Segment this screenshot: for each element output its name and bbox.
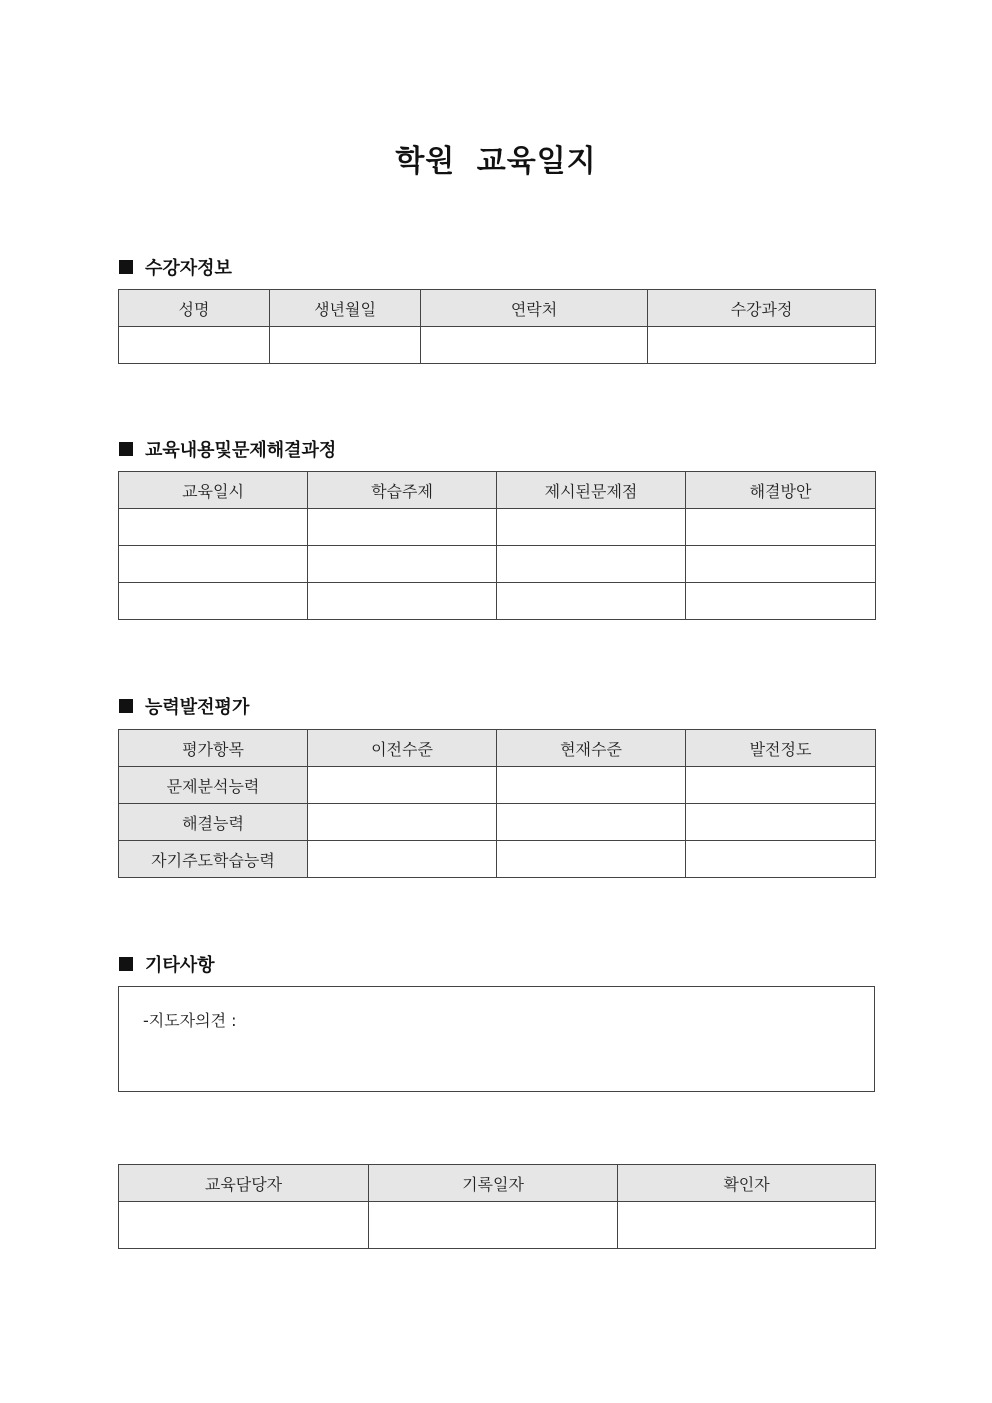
table-cell[interactable] (308, 804, 497, 841)
table-cell[interactable] (686, 841, 876, 878)
header-birthdate: 생년월일 (270, 290, 421, 327)
section-heading-ability-evaluation (119, 693, 249, 719)
student-info-table (118, 289, 876, 364)
section-title: 교육내용및문제해결과정 (145, 440, 337, 461)
record-date-cell[interactable] (369, 1202, 618, 1249)
table-header-row (119, 290, 876, 327)
education-manager-cell[interactable] (119, 1202, 369, 1249)
course-cell[interactable] (648, 327, 876, 364)
section-title: 기타사항 (145, 955, 215, 976)
header-presented-problem: 제시된문제점 (497, 472, 686, 509)
section-title: 능력발전평가 (145, 697, 250, 718)
confirmer-cell[interactable] (618, 1202, 876, 1249)
square-bullet-icon (119, 260, 133, 274)
table-row (119, 1202, 876, 1249)
contact-cell[interactable] (421, 327, 648, 364)
table-row (119, 327, 876, 364)
table-cell[interactable] (119, 509, 308, 546)
ability-evaluation-table (118, 729, 876, 878)
section-heading-other (119, 951, 215, 977)
instructor-opinion-box[interactable] (118, 986, 875, 1092)
row-label-problem-analysis: 문제분석능력 (119, 767, 308, 804)
header-education-manager: 교육담당자 (119, 1165, 369, 1202)
header-education-datetime: 교육일시 (119, 472, 308, 509)
table-header-row (119, 1165, 876, 1202)
row-label-self-directed-learning: 자기주도학습능력 (119, 841, 308, 878)
table-row (119, 546, 876, 583)
square-bullet-icon (119, 699, 133, 713)
table-row (119, 767, 876, 804)
table-cell[interactable] (497, 804, 686, 841)
table-row (119, 509, 876, 546)
table-cell[interactable] (308, 583, 497, 620)
table-cell[interactable] (308, 509, 497, 546)
table-cell[interactable] (119, 583, 308, 620)
birthdate-cell[interactable] (270, 327, 421, 364)
table-header-row (119, 472, 876, 509)
name-cell[interactable] (119, 327, 270, 364)
table-cell[interactable] (308, 767, 497, 804)
table-cell[interactable] (119, 546, 308, 583)
header-name: 성명 (119, 290, 270, 327)
table-cell[interactable] (686, 767, 876, 804)
table-row (119, 583, 876, 620)
education-content-table (118, 471, 876, 620)
header-contact: 연락처 (421, 290, 648, 327)
section-heading-student-info (119, 254, 232, 280)
square-bullet-icon (119, 442, 133, 456)
header-record-date: 기록일자 (369, 1165, 618, 1202)
table-row (119, 804, 876, 841)
table-cell[interactable] (497, 583, 686, 620)
instructor-opinion-label: -지도자의견 : (143, 1011, 237, 1030)
section-title: 수강자정보 (145, 258, 232, 279)
square-bullet-icon (119, 957, 133, 971)
header-previous-level: 이전수준 (308, 730, 497, 767)
table-cell[interactable] (686, 804, 876, 841)
table-cell[interactable] (497, 767, 686, 804)
header-learning-topic: 학습주제 (308, 472, 497, 509)
header-solution: 해결방안 (686, 472, 876, 509)
table-header-row (119, 730, 876, 767)
table-cell[interactable] (686, 509, 876, 546)
table-cell[interactable] (497, 546, 686, 583)
table-cell[interactable] (497, 841, 686, 878)
header-confirmer: 확인자 (618, 1165, 876, 1202)
header-evaluation-item: 평가항목 (119, 730, 308, 767)
section-heading-education-content (119, 436, 336, 462)
table-cell[interactable] (686, 583, 876, 620)
document-title: 학원 교육일지 (395, 144, 597, 179)
table-cell[interactable] (308, 841, 497, 878)
table-cell[interactable] (308, 546, 497, 583)
header-progress-degree: 발전정도 (686, 730, 876, 767)
header-course: 수강과정 (648, 290, 876, 327)
table-cell[interactable] (497, 509, 686, 546)
table-cell[interactable] (686, 546, 876, 583)
row-label-problem-solving: 해결능력 (119, 804, 308, 841)
signature-table (118, 1164, 876, 1249)
header-current-level: 현재수준 (497, 730, 686, 767)
table-row (119, 841, 876, 878)
